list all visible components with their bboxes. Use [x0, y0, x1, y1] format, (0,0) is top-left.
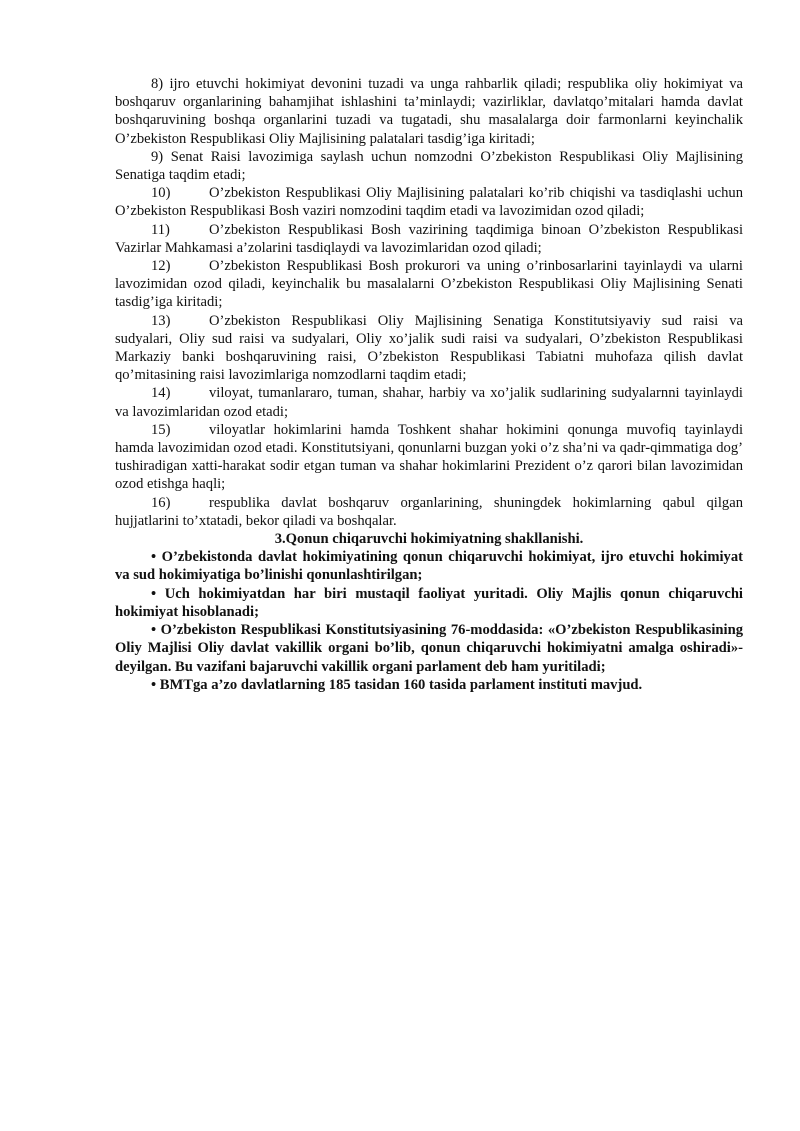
bullet-item: • Uch hokimiyatdan har biri mustaqil faoliyat yuritadi. Oliy Majlis qonun chiqaruvchi hokimiyat hisoblanadi; [115, 585, 743, 620]
item-number: 10) [151, 185, 171, 202]
item-number: 15) [151, 421, 171, 438]
bullet-item: • O’zbekiston Respublikasi Konstitutsiyasining 76-moddasida: «O’zbekiston Respublikasining Oliy Majlisi Oliy davlat vakillik organi bo’lib, qonun chiqaruvchi hokimiyatni amalga oshiradi»-deyilgan. Bu vazifani bajaruvchi vakillik organi parlament deb ham yuritiladi; [115, 622, 743, 675]
document-page [115, 75, 743, 694]
list-item: 9) Senat Raisi lavozimiga saylash uchun nomzodni O’zbekiston Respublikasi Oliy Majlisining Senatiga taqdim etadi; [115, 148, 743, 184]
list-item: 10) O’zbekiston Respublikasi Oliy Majlisining palatalari ko’rib chiqishi va tasdiqlashi uchun O’zbekiston Respublikasi Bosh vaziri nomzodini taqdim etadi va lavozimidan ozod qiladi; [115, 185, 743, 220]
list-item: 16) respublika davlat boshqaruv organlarining, shuningdek hokimlarning qabul qilgan hujjatlarini to’xtatadi, bekor qiladi va boshqalar. [115, 494, 743, 529]
list-item: 12) O’zbekiston Respublikasi Bosh prokurori va uning o’rinbosarlarini tayinlaydi va ularni lavozimidan ozod qiladi, keyinchalik bu masalalarni O’zbekiston Respublikasi Oliy Majlisining Senati tasdig’iga kiritadi; [115, 258, 743, 311]
list-item: 15) viloyatlar hokimlarini hamda Toshkent shahar hokimini qonunga muvofiq tayinlaydi hamda lavozimidan ozod etadi. Konstitutsiyani, qonunlarni buzgan yoki o’z sha’ni va qadr-qimmatiga dog’ tushiradigan xatti-harakat sodir etgan tuman va shahar hokimlarini Prezident o’z qarori bilan lavozimidan ozod etishga haqli; [115, 421, 743, 493]
bullet-item: • O’zbekistonda davlat hokimiyatining qonun chiqaruvchi hokimiyat, ijro etuvchi hokimiyat va sud hokimiyatiga bo’linishi qonunlashtirilgan; [115, 549, 743, 584]
item-number: 14) [151, 385, 171, 402]
list-item: 13) O’zbekiston Respublikasi Oliy Majlisining Senatiga Konstitutsiyaviy sud raisi va sudyalari, Oliy sud raisi va sudyalari, Oliy xo’jalik sudi raisi va sudyalari, O’zbekiston Respublikasi Markaziy banki boshqaruvining raisi, O’zbekiston Respublikasi Tabiatni muhofaza qilish davlat qo’mitasining raisi lavozimlariga nomzodlarni taqdim etadi; [115, 312, 743, 384]
item-number: 12) [151, 258, 171, 275]
list-item: 14) viloyat, tumanlararo, tuman, shahar, harbiy va xo’jalik sudlarining sudyalarnni tayinlaydi va lavozimlaridan ozod etadi; [115, 385, 743, 420]
item-number: 11) [151, 221, 170, 238]
item-number: 16) [151, 494, 171, 511]
list-item: 11) O’zbekiston Respublikasi Bosh vazirining taqdimiga binoan O’zbekiston Respublikasi Vazirlar Mahkamasi a’zolarini tasdiqlaydi va lavozimlaridan ozod qiladi; [115, 221, 743, 256]
item-number: 13) [151, 312, 171, 329]
list-item: 8) ijro etuvchi hokimiyat devonini tuzadi va unga rahbarlik qiladi; respublika oliy hokimiyat va boshqaruv organlarining bahamjihat ishlashini ta’minlaydi; vazirliklar, davlatqo’mitalari hamda davlat boshqaruvining boshqa organlarini tuzadi va tugatadi, shu masalalarga doir farmonlarni keyinchalik O’zbekiston Respublikasi Oliy Majlisining palatalari tasdig’iga kiritadi; [115, 76, 743, 147]
bullet-item: • BMTga a’zo davlatlarning 185 tasidan 160 tasida parlament instituti mavjud. [151, 676, 643, 693]
section-heading: 3.Qonun chiqaruvchi hokimiyatning shakllanishi. [274, 531, 584, 548]
